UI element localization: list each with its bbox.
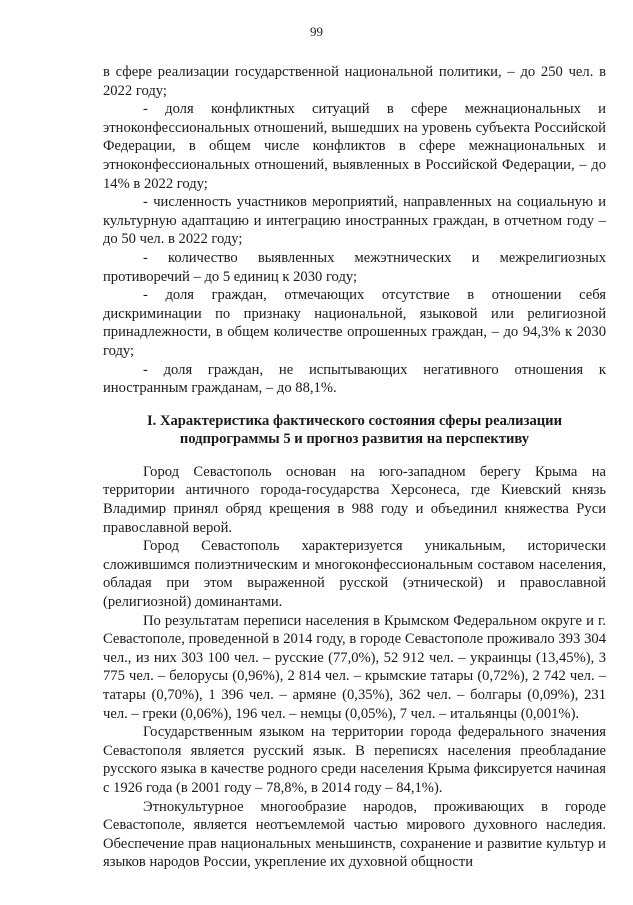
paragraph-ethnocultural: Этнокультурное многообразие народов, проживающих в городе Севастополе, является неотъемлемой частью мирового духовного наследия. Обеспечение прав национальных меньшинств, сохранение и развитие культур и языков народов России, укрепление их духовной общности: [103, 798, 606, 871]
section-heading: [103, 412, 606, 449]
section-heading-line-1: I. Характеристика фактического состояния сферы реализации: [147, 412, 562, 429]
paragraph-state-language: Государственным языком на территории города федерального значения Севастополя является русский язык. В переписях населения преобладание русского языка в качестве родного среди населения Крыма фиксируется начиная с 1926 года (в 2001 году – 78,8%, в 2014 году – 84,1%).: [103, 724, 606, 796]
page-number: 99: [310, 24, 323, 39]
paragraph-continuation: в сфере реализации государственной национальной политики, – до 250 чел. в 2022 году;: [103, 64, 606, 99]
paragraph-city-founding: Город Севастополь основан на юго-западном берегу Крыма на территории античного города-государства Херсонеса, где Киевский князь Владимир принял обряд крещения в 988 году и объединил княжества Руси православной верой.: [103, 463, 606, 536]
list-item-contradictions: - количество выявленных межэтнических и межрелигиозных противоречий – до 5 единиц к 2030 году;: [103, 249, 606, 285]
page-content: [103, 63, 606, 872]
paragraph-census: По результатам переписи населения в Крымском Федеральном округе и г. Севастополе, проведенной в 2014 году, в городе Севастополе проживало 393 304 чел., из них 303 100 чел. – русские (77,0%), 52 912 чел. – украинцы (13,45%), 3 775 чел. – белорусы (0,96%), 2 814 чел. – крымские татары (0,72%), 2 742 чел. – татары (0,70%), 1 396 чел. – армяне (0,35%), 362 чел. – болгары (0,09%), 231 чел. – греки (0,06%), 196 чел. – немцы (0,05%), 7 чел. – итальянцы (0,001%).: [103, 612, 606, 722]
list-item-no-negative-attitude: - доля граждан, не испытывающих негативного отношения к иностранным гражданам, – до 88,1%.: [103, 361, 606, 397]
list-item-no-discrimination: - доля граждан, отмечающих отсутствие в отношении себя дискриминации по признаку национальной, языковой или религиозной принадлежности, в общем количестве опрошенных граждан, – до 94,3% к 2030 году;: [103, 287, 606, 359]
section-heading-line-2: подпрограммы 5 и прогноз развития на перспективу: [179, 431, 530, 448]
list-item-conflict-share: - доля конфликтных ситуаций в сфере межнациональных и этноконфессиональных отношений, вышедших на уровень субъекта Российской Федерации, в общем числе конфликтов в сфере межнациональных и этноконфессиональных отношений, выявленных в Российской Федерации, – до 14% в 2022 году;: [103, 101, 606, 192]
list-item-participants: - численность участников мероприятий, направленных на социальную и культурную адаптацию и интеграцию иностранных граждан, в отчетном году – до 50 чел. в 2022 году;: [103, 194, 606, 248]
paragraph-city-population: Город Севастополь характеризуется уникальным, исторически сложившимся полиэтническим и многоконфессиональным составом населения, обладая при этом выраженной русской (этнической) и православной (религиозной) доминантами.: [103, 538, 606, 611]
